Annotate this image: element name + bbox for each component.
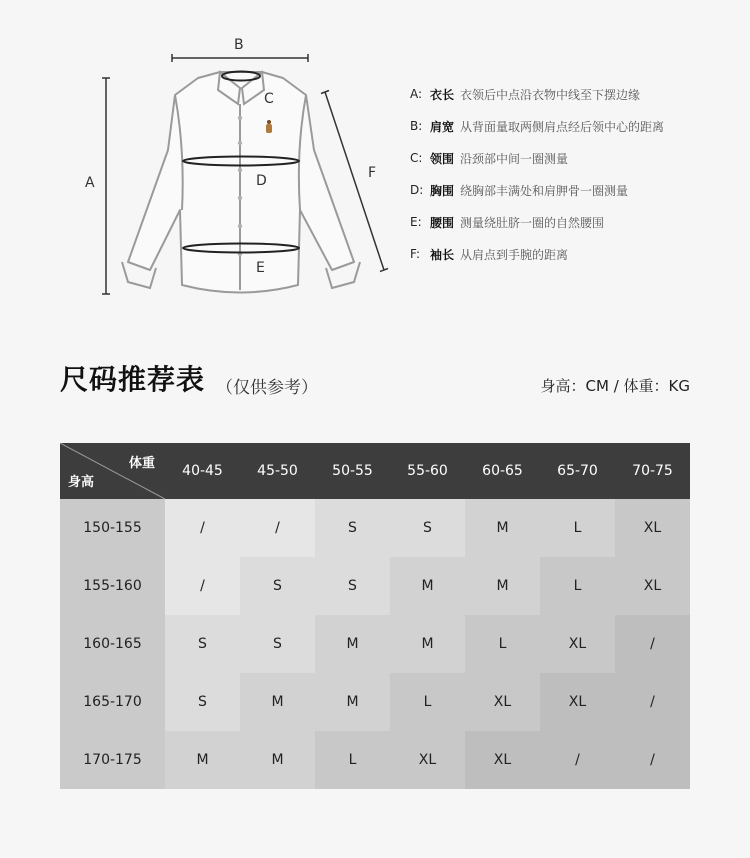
- legend-key: A:: [410, 87, 423, 101]
- shirt-measurement-diagram: [0, 0, 400, 310]
- legend-key: E:: [410, 215, 422, 229]
- size-cell: /: [540, 731, 615, 789]
- size-cell: XL: [540, 673, 615, 731]
- size-cell: XL: [390, 731, 465, 789]
- size-cell: XL: [615, 499, 690, 557]
- legend-desc: 衣领后中点沿衣物中线至下摆边缘: [460, 87, 641, 102]
- size-cell: L: [465, 615, 540, 673]
- size-cell: /: [615, 731, 690, 789]
- size-cell: L: [540, 499, 615, 557]
- column-header: 50-55: [315, 443, 390, 499]
- size-cell: M: [315, 673, 390, 731]
- size-cell: S: [240, 615, 315, 673]
- size-cell: L: [540, 557, 615, 615]
- column-header: 60-65: [465, 443, 540, 499]
- legend-row-a: [410, 78, 664, 110]
- size-cell: S: [165, 673, 240, 731]
- legend-desc: 沿颈部中间一圈测量: [460, 151, 569, 166]
- legend-key: F:: [410, 247, 421, 261]
- legend-row-e: [410, 206, 664, 238]
- size-cell: M: [390, 615, 465, 673]
- table-corner: [60, 443, 165, 499]
- size-cell: XL: [615, 557, 690, 615]
- column-header: 40-45: [165, 443, 240, 499]
- row-header: 170-175: [60, 731, 165, 789]
- size-cell: /: [615, 673, 690, 731]
- size-cell: XL: [540, 615, 615, 673]
- size-cell: M: [390, 557, 465, 615]
- column-header: 45-50: [240, 443, 315, 499]
- size-cell: S: [240, 557, 315, 615]
- measurement-legend: [410, 78, 664, 270]
- legend-name: 胸围: [430, 183, 455, 198]
- size-cell: S: [165, 615, 240, 673]
- size-cell: M: [240, 731, 315, 789]
- legend-desc: 从肩点到手腕的距离: [460, 247, 569, 262]
- page-title: 尺码推荐表: [60, 363, 206, 396]
- legend-desc: 测量绕肚脐一圈的自然腰围: [460, 215, 605, 230]
- column-header: 55-60: [390, 443, 465, 499]
- legend-name: 领围: [430, 151, 455, 166]
- legend-name: 衣长: [430, 87, 455, 102]
- legend-key: B:: [410, 119, 423, 133]
- size-cell: L: [390, 673, 465, 731]
- column-header: 70-75: [615, 443, 690, 499]
- size-cell: M: [315, 615, 390, 673]
- size-cell: M: [465, 557, 540, 615]
- label-f: F: [368, 165, 377, 181]
- size-cell: S: [315, 499, 390, 557]
- label-e: E: [256, 260, 265, 276]
- page-subtitle: （仅供参考）: [216, 378, 318, 398]
- corner-weight-label: 体重: [128, 456, 155, 471]
- units-note: 身高：CM / 体重：KG: [540, 377, 690, 395]
- legend-name: 肩宽: [430, 119, 455, 134]
- legend-name: 袖长: [430, 247, 455, 262]
- legend-name: 腰围: [430, 215, 455, 230]
- label-b: B: [234, 37, 244, 53]
- row-header: 165-170: [60, 673, 165, 731]
- legend-row-c: [410, 142, 664, 174]
- size-cell: /: [615, 615, 690, 673]
- label-d: D: [256, 173, 267, 189]
- size-cell: M: [465, 499, 540, 557]
- row-header: 160-165: [60, 615, 165, 673]
- row-header: 150-155: [60, 499, 165, 557]
- column-header: 65-70: [540, 443, 615, 499]
- size-cell: XL: [465, 731, 540, 789]
- size-cell: S: [390, 499, 465, 557]
- size-cell: /: [165, 499, 240, 557]
- legend-row-d: [410, 174, 664, 206]
- legend-row-f: [410, 238, 664, 270]
- size-cell: /: [165, 557, 240, 615]
- size-cell: M: [165, 731, 240, 789]
- legend-key: D:: [410, 183, 424, 197]
- legend-desc: 绕胸部丰满处和肩胛骨一圈测量: [460, 183, 629, 198]
- size-cell: /: [240, 499, 315, 557]
- row-header: 155-160: [60, 557, 165, 615]
- label-c: C: [264, 91, 274, 107]
- legend-desc: 从背面量取两侧肩点经后领中心的距离: [460, 119, 665, 134]
- legend-row-b: [410, 110, 664, 142]
- label-a: A: [85, 175, 95, 191]
- size-cell: S: [315, 557, 390, 615]
- size-cell: L: [315, 731, 390, 789]
- size-cell: XL: [465, 673, 540, 731]
- corner-height-label: 身高: [68, 475, 95, 490]
- legend-key: C:: [410, 151, 423, 165]
- size-cell: M: [240, 673, 315, 731]
- size-table: [60, 443, 690, 789]
